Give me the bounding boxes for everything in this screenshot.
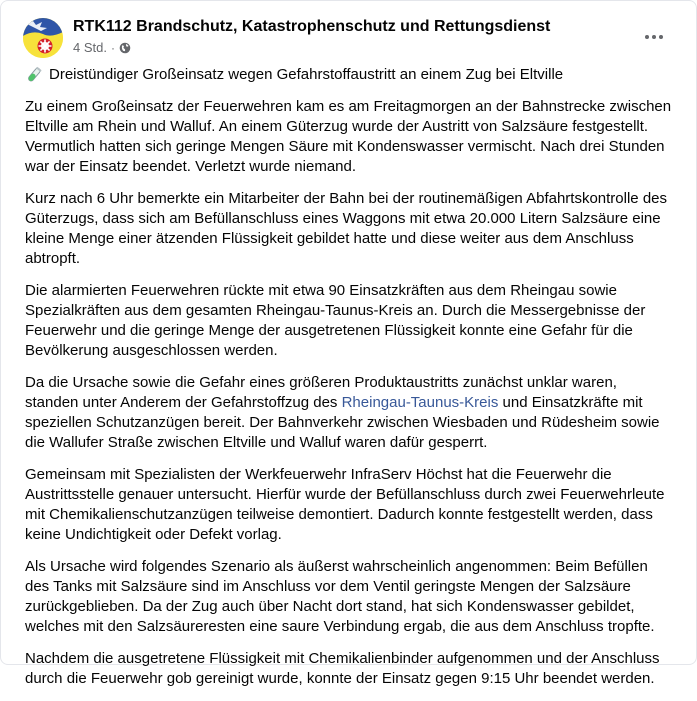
post-timestamp[interactable]: 4 Std. — [73, 40, 107, 55]
page-name-link[interactable]: RTK112 Brandschutz, Katastrophenschutz und Rettungsdienst — [73, 18, 551, 35]
post-paragraph-2: Kurz nach 6 Uhr bemerkte ein Mitarbeiter der Bahn bei der routinemäßigen Abfahrtskontrolle des Güterzugs, dass sich am Befüllanschluss eines Waggons mit etwa 20.000 Litern Salzsäure eine kleine Menge einer ätzenden Flüssigkeit gebildet hatte und diese weiter aus dem Anschluss abtropft. — [25, 190, 668, 267]
more-options-button[interactable] — [636, 23, 672, 51]
paragraph-4-text-after: und Einsatzkräfte mit speziellen Schutzanzügen bereit. Der Bahnverkehr zwischen Wiesbaden und Rüdesheim sowie die Wallufer Straße zwischen Eltville und Walluf waren dafür gesperrt. — [25, 394, 660, 451]
post-body — [25, 65, 673, 701]
page-avatar[interactable] — [23, 18, 63, 58]
more-options-icon — [645, 35, 649, 39]
post-paragraph-5: Gemeinsam mit Spezialisten der Werkfeuerwehr InfraServ Höchst hat die Feuerwehr die Austrittsstelle genauer untersucht. Hierfür wurde der Befüllanschluss durch zwei Feuerwehrleute mit Chemikalienschutzanzügen teilweise demontiert. Dadurch konnte festgestellt werden, dass keine Undichtigkeit oder Defekt vorlag. — [25, 466, 665, 543]
more-options-dot — [652, 35, 656, 39]
post-paragraph-3: Die alarmierten Feuerwehren rückte mit etwa 90 Einsatzkräften aus dem Rheingau sowie Spezialkräften aus dem gesamten Rheingau-Taunus-Kreis an. Durch die Messergebnisse der Feuerwehr und die geringe Menge der ausgetretenen Flüssigkeit konnte eine Gefahr für die Bevölkerung ausgeschlossen werden. — [25, 282, 646, 359]
test-tube-icon — [25, 66, 43, 84]
more-options-dot — [659, 35, 663, 39]
post-meta — [73, 40, 131, 55]
globe-icon[interactable] — [119, 42, 131, 54]
post-paragraph-7: Nachdem die ausgetretene Flüssigkeit mit Chemikalienbinder aufgenommen und der Anschluss durch die Feuerwehr gob gereinigt wurde, konnte der Einsatz gegen 9:15 Uhr beendet werden. — [25, 650, 660, 687]
post-headline — [25, 65, 673, 85]
headline-text: Dreistündiger Großeinsatz wegen Gefahrstoffaustritt an einem Zug bei Eltville — [49, 66, 564, 83]
paragraph-4-text-before: Da die Ursache sowie die Gefahr eines größeren Produktaustritts zunächst unklar waren, standen unter Anderem der Gefahrstoffzug des — [25, 374, 617, 411]
post-paragraph-4 — [25, 373, 673, 453]
post-paragraph-6: Als Ursache wird folgendes Szenario als äußerst wahrscheinlich angenommen: Beim Befüllen des Tanks mit Salzsäure sind im Anschluss vor dem Ventil geringste Mengen der Salzsäure zurückgeblieben. Da der Zug auch über Nacht dort stand, hat sich Kondenswasser gebildet, welches mit den Salzsäureresten eine saure Verbindung ergab, die aus dem Anschluss tropfte. — [25, 558, 655, 635]
coat-of-arms-icon — [23, 18, 63, 58]
meta-separator: · — [110, 40, 115, 55]
post-paragraph-1: Zu einem Großeinsatz der Feuerwehren kam es am Freitagmorgen an der Bahnstrecke zwischen Eltville am Rhein und Walluf. An einem Güterzug wurde der Austritt von Salzsäure festgestellt. Vermutlich hatten sich geringe Mengen Säure mit Kondenswasser vermischt. Nach drei Stunden war der Einsatz beendet. Verletzt wurde niemand. — [25, 98, 672, 175]
rheingau-taunus-kreis-link[interactable]: Rheingau-Taunus-Kreis — [341, 394, 499, 411]
post-header — [1, 1, 696, 63]
